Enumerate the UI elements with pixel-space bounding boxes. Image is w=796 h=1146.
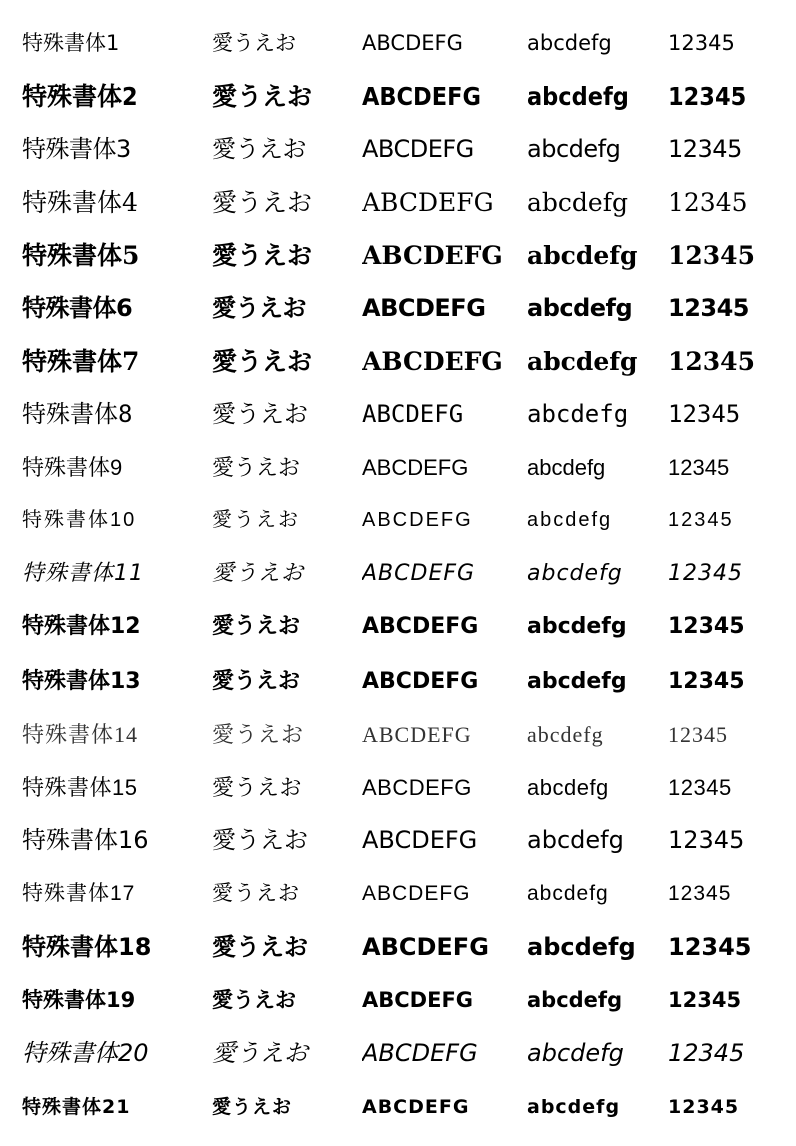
specimen-row-15: [0, 761, 796, 814]
lowercase-sample: abcdefg: [527, 135, 621, 163]
font-name: 特殊書体12: [22, 614, 141, 639]
specimen-row-10: [0, 494, 796, 547]
lowercase-sample: abcdefg: [527, 826, 624, 854]
digits-sample: 12345: [668, 561, 743, 586]
lowercase-sample: abcdefg: [527, 31, 612, 55]
digits-sample: 12345: [668, 188, 748, 217]
lowercase-sample: abcdefg: [527, 722, 604, 747]
lowercase-sample: abcdefg: [527, 241, 638, 270]
kana-sample: 愛うえお: [212, 775, 303, 800]
font-name: 特殊書体11: [22, 561, 144, 586]
kana-sample: 愛うえお: [212, 882, 300, 905]
specimen-row-20: [0, 1027, 796, 1080]
kana-sample: 愛うえお: [212, 455, 301, 480]
uppercase-sample: ABCDEFG: [362, 882, 471, 905]
uppercase-sample: ABCDEFG: [362, 614, 479, 639]
kana-sample: 愛うえお: [212, 31, 296, 55]
uppercase-sample: ABCDEFG: [362, 347, 503, 376]
digits-sample: 12345: [668, 241, 755, 270]
lowercase-sample: abcdefg: [527, 614, 627, 639]
digits-sample: 12345: [668, 135, 742, 163]
specimen-row-2: [0, 70, 796, 123]
digits-sample: 12345: [668, 455, 730, 480]
kana-sample: 愛うえお: [212, 561, 305, 586]
digits-sample: 12345: [668, 933, 752, 961]
kana-sample: 愛うえお: [212, 82, 313, 111]
uppercase-sample: ABCDEFG: [362, 826, 478, 854]
kana-sample: 愛うえお: [212, 614, 301, 639]
specimen-row-3: [0, 123, 796, 176]
font-name: 特殊書体1: [22, 31, 120, 55]
uppercase-sample: ABCDEFG: [362, 722, 472, 747]
digits-sample: 12345: [668, 1096, 740, 1118]
uppercase-sample: ABCDEFG: [362, 775, 472, 800]
lowercase-sample: abcdefg: [527, 561, 623, 586]
specimen-row-17: [0, 867, 796, 920]
digits-sample: 12345: [668, 400, 741, 428]
uppercase-sample: ABCDEFG: [362, 241, 503, 270]
digits-sample: 12345: [668, 775, 732, 800]
kana-sample: 愛うえお: [212, 826, 308, 854]
digits-sample: 12345: [668, 509, 734, 531]
kana-sample: 愛うえお: [212, 188, 313, 217]
font-name: 特殊書体18: [22, 933, 152, 961]
digits-sample: 12345: [668, 882, 732, 905]
font-name: 特殊書体4: [22, 188, 138, 217]
uppercase-sample: ABCDEFG: [362, 669, 479, 694]
digits-sample: 12345: [668, 294, 749, 322]
digits-sample: 12345: [668, 988, 742, 1012]
lowercase-sample: abcdefg: [527, 933, 636, 961]
font-name: 特殊書体2: [22, 82, 138, 111]
uppercase-sample: ABCDEFG: [362, 400, 464, 428]
specimen-row-14: [0, 708, 796, 761]
lowercase-sample: abcdefg: [527, 347, 638, 376]
lowercase-sample: abcdefg: [527, 188, 628, 217]
font-name: 特殊書体10: [22, 509, 137, 531]
lowercase-sample: abcdefg: [527, 1096, 621, 1118]
lowercase-sample: abcdefg: [527, 509, 613, 531]
specimen-row-7: [0, 335, 796, 388]
font-name: 特殊書体14: [22, 722, 139, 747]
kana-sample: 愛うえお: [212, 294, 306, 322]
uppercase-sample: ABCDEFG: [362, 561, 476, 586]
font-name: 特殊書体19: [22, 988, 136, 1012]
specimen-row-1: [0, 17, 796, 70]
kana-sample: 愛うえお: [212, 509, 300, 531]
font-name: 特殊書体13: [22, 669, 141, 694]
font-name: 特殊書体20: [22, 1039, 149, 1067]
kana-sample: 愛うえお: [212, 347, 313, 376]
uppercase-sample: ABCDEFG: [362, 294, 486, 322]
kana-sample: 愛うえお: [212, 241, 313, 270]
lowercase-sample: abcdefg: [527, 455, 606, 480]
digits-sample: 12345: [668, 82, 747, 111]
kana-sample: 愛うえお: [212, 1039, 308, 1067]
specimen-row-5: [0, 229, 796, 282]
uppercase-sample: ABCDEFG: [362, 31, 463, 55]
uppercase-sample: ABCDEFG: [362, 135, 474, 163]
lowercase-sample: abcdefg: [527, 1039, 624, 1067]
specimen-row-6: [0, 282, 796, 335]
uppercase-sample: ABCDEFG: [362, 988, 474, 1012]
uppercase-sample: ABCDEFG: [362, 1039, 478, 1067]
lowercase-sample: abcdefg: [527, 82, 629, 111]
kana-sample: 愛うえお: [212, 988, 296, 1012]
font-name: 特殊書体17: [22, 882, 136, 905]
lowercase-sample: abcdefg: [527, 669, 627, 694]
font-name: 特殊書体6: [22, 294, 133, 322]
digits-sample: 12345: [668, 614, 745, 639]
lowercase-sample: abcdefg: [527, 988, 623, 1012]
specimen-row-13: [0, 655, 796, 708]
digits-sample: 12345: [668, 1039, 745, 1067]
uppercase-sample: ABCDEFG: [362, 188, 494, 217]
specimen-row-18: [0, 921, 796, 974]
font-name: 特殊書体16: [22, 826, 149, 854]
uppercase-sample: ABCDEFG: [362, 933, 489, 961]
lowercase-sample: abcdefg: [527, 294, 633, 322]
kana-sample: 愛うえお: [212, 1096, 293, 1118]
font-name: 特殊書体5: [22, 241, 140, 270]
uppercase-sample: ABCDEFG: [362, 509, 473, 531]
kana-sample: 愛うえお: [212, 933, 308, 961]
font-name: 特殊書体7: [22, 347, 140, 376]
digits-sample: 12345: [668, 722, 728, 747]
digits-sample: 12345: [668, 347, 755, 376]
lowercase-sample: abcdefg: [527, 775, 609, 800]
specimen-row-19: [0, 974, 796, 1027]
digits-sample: 12345: [668, 669, 745, 694]
specimen-row-11: [0, 547, 796, 600]
kana-sample: 愛うえお: [212, 135, 306, 163]
lowercase-sample: abcdefg: [527, 400, 629, 428]
specimen-row-4: [0, 176, 796, 229]
specimen-row-16: [0, 814, 796, 867]
kana-sample: 愛うえお: [212, 722, 305, 747]
lowercase-sample: abcdefg: [527, 882, 609, 905]
specimen-row-9: [0, 441, 796, 494]
uppercase-sample: ABCDEFG: [362, 455, 469, 480]
uppercase-sample: ABCDEFG: [362, 82, 481, 111]
kana-sample: 愛うえお: [212, 400, 308, 428]
digits-sample: 12345: [668, 31, 735, 55]
specimen-row-12: [0, 600, 796, 653]
uppercase-sample: ABCDEFG: [362, 1096, 470, 1118]
font-name: 特殊書体9: [22, 455, 123, 480]
font-name: 特殊書体3: [22, 135, 131, 163]
specimen-row-8: [0, 388, 796, 441]
font-name: 特殊書体21: [22, 1096, 131, 1118]
font-name: 特殊書体8: [22, 400, 133, 428]
font-name: 特殊書体15: [22, 775, 138, 800]
specimen-row-21: [0, 1081, 796, 1134]
kana-sample: 愛うえお: [212, 669, 301, 694]
digits-sample: 12345: [668, 826, 745, 854]
